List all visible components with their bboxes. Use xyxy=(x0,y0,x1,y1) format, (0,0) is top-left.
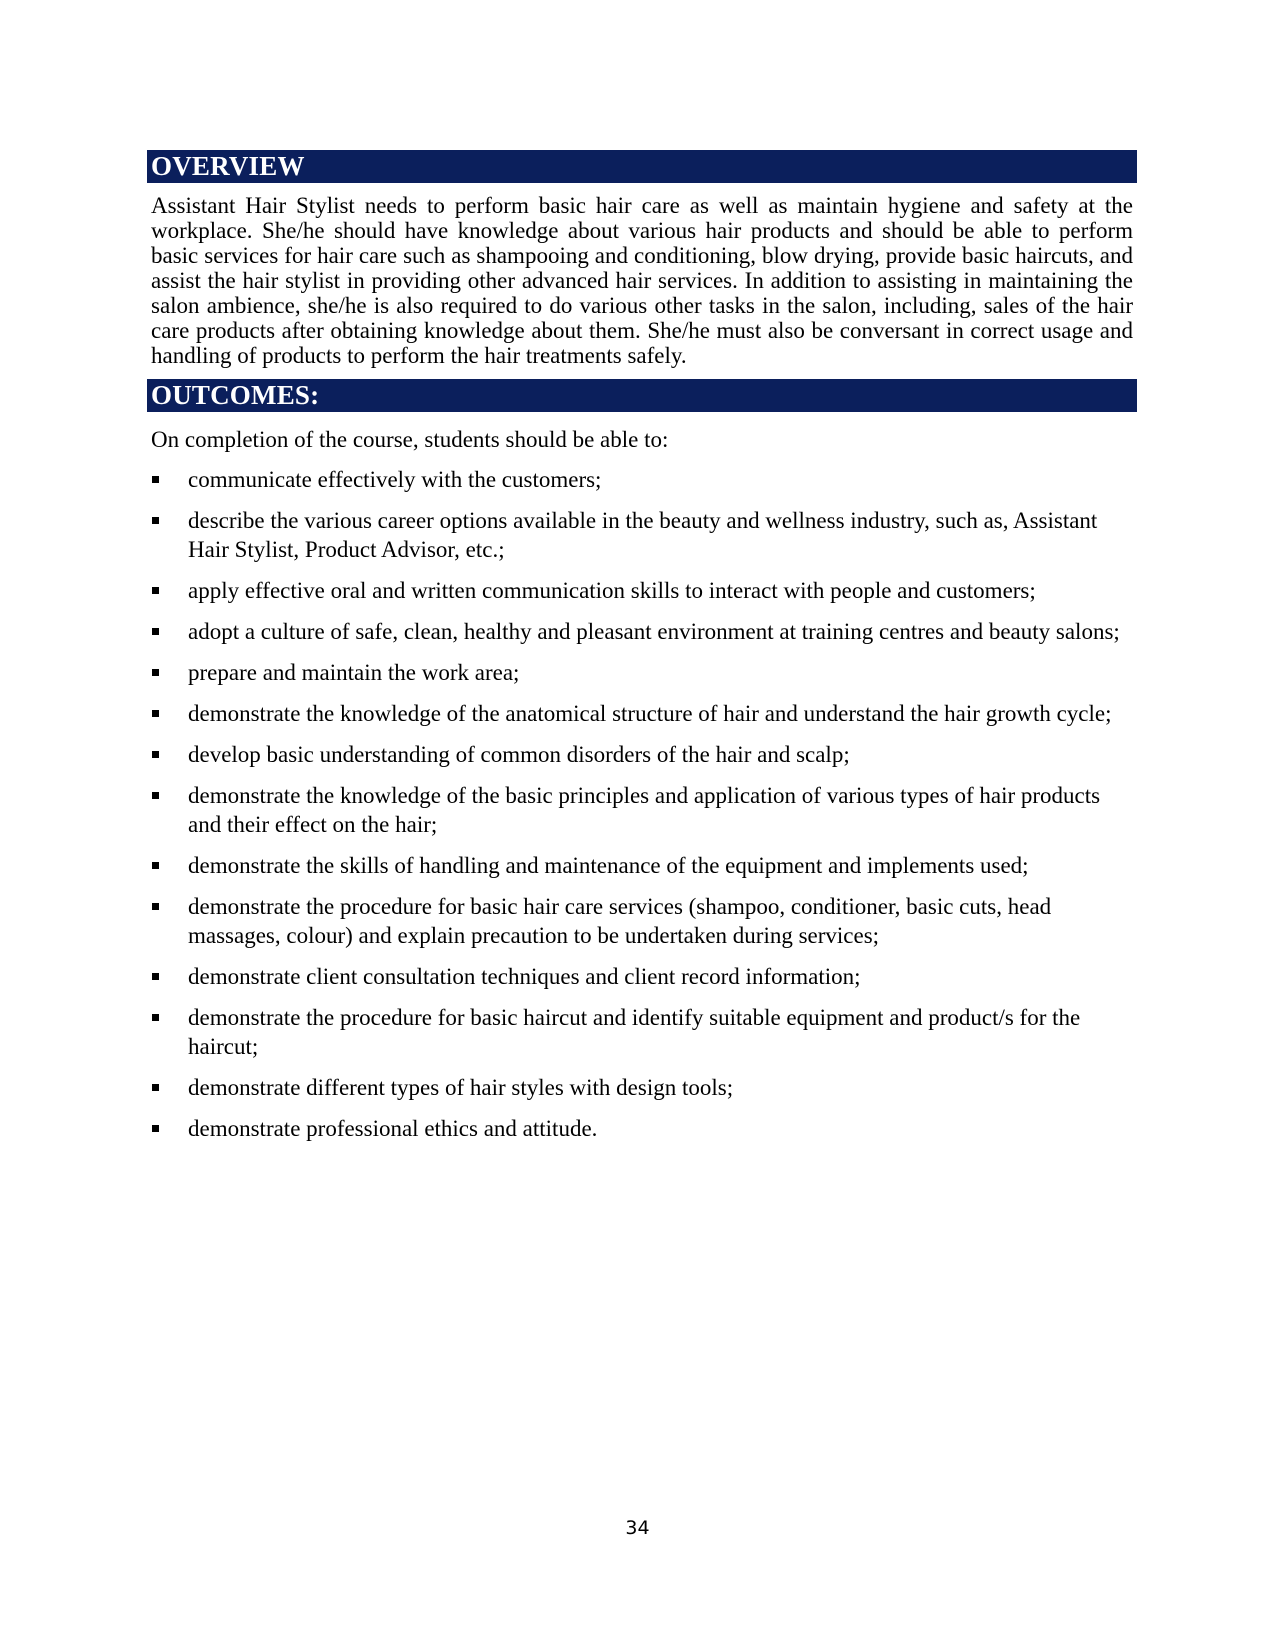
list-item-text: demonstrate client consultation techniques and client record information; xyxy=(188,964,861,989)
list-item xyxy=(147,617,1137,646)
square-bullet-icon xyxy=(152,669,159,676)
square-bullet-icon xyxy=(152,862,159,869)
square-bullet-icon xyxy=(152,587,159,594)
square-bullet-icon xyxy=(152,1125,159,1132)
list-item xyxy=(147,962,1137,991)
list-item xyxy=(147,699,1137,728)
square-bullet-icon xyxy=(152,973,159,980)
square-bullet-icon xyxy=(152,1084,159,1091)
overview-paragraph: Assistant Hair Stylist needs to perform basic hair care as well as maintain hygiene and safety at the workplace. She/he should have knowledge about various hair products and should be able to perform basic services for hair care such as shampooing and conditioning, blow drying, provide basic haircuts, and assist the hair stylist in providing other advanced hair services. In addition to assisting in maintaining the salon ambience, she/he is also required to do various other tasks in the salon, including, sales of the hair care products after obtaining knowledge about them. She/he must also be conversant in correct usage and handling of products to perform the hair treatments safely. xyxy=(151,193,1133,368)
list-item-text: describe the various career options available in the beauty and wellness industry, such as, Assistant Hair Stylist, Product Advisor, etc.; xyxy=(188,508,1098,562)
square-bullet-icon xyxy=(152,476,159,483)
list-item xyxy=(147,506,1137,564)
list-item-text: adopt a culture of safe, clean, healthy and pleasant environment at training centres and beauty salons; xyxy=(188,619,1120,644)
list-item-text: demonstrate the skills of handling and maintenance of the equipment and implements used; xyxy=(188,853,1029,878)
square-bullet-icon xyxy=(152,710,159,717)
list-item-text: communicate effectively with the customers; xyxy=(188,467,602,492)
list-item-text: demonstrate the procedure for basic haircut and identify suitable equipment and product/s for the haircut; xyxy=(188,1005,1081,1059)
square-bullet-icon xyxy=(152,517,159,524)
list-item-text: prepare and maintain the work area; xyxy=(188,660,520,685)
outcomes-list xyxy=(147,465,1137,1143)
list-item-text: demonstrate the procedure for basic hair care services (shampoo, conditioner, basic cuts, head massages, colour) and explain precaution to be undertaken during services; xyxy=(188,894,1052,948)
list-item-text: apply effective oral and written communication skills to interact with people and customers; xyxy=(188,578,1036,603)
list-item-text: develop basic understanding of common disorders of the hair and scalp; xyxy=(188,742,850,767)
page-number: 34 xyxy=(625,1517,650,1539)
page-content xyxy=(147,150,1137,1155)
overview-heading: OVERVIEW xyxy=(147,150,1137,183)
square-bullet-icon xyxy=(152,1014,159,1021)
list-item-text: demonstrate professional ethics and attitude. xyxy=(188,1116,598,1141)
square-bullet-icon xyxy=(152,751,159,758)
list-item xyxy=(147,892,1137,950)
list-item xyxy=(147,740,1137,769)
square-bullet-icon xyxy=(152,792,159,799)
outcomes-heading: OUTCOMES: xyxy=(147,379,1137,412)
square-bullet-icon xyxy=(152,628,159,635)
list-item xyxy=(147,1114,1137,1143)
list-item xyxy=(147,781,1137,839)
outcomes-intro: On completion of the course, students should be able to: xyxy=(151,427,669,452)
square-bullet-icon xyxy=(152,903,159,910)
list-item xyxy=(147,851,1137,880)
list-item-text: demonstrate the knowledge of the anatomical structure of hair and understand the hair growth cycle; xyxy=(188,701,1112,726)
list-item-text: demonstrate the knowledge of the basic principles and application of various types of hair products and their effect on the hair; xyxy=(188,783,1101,837)
list-item xyxy=(147,1073,1137,1102)
list-item xyxy=(147,1003,1137,1061)
list-item xyxy=(147,576,1137,605)
list-item xyxy=(147,465,1137,494)
list-item-text: demonstrate different types of hair styles with design tools; xyxy=(188,1075,734,1100)
list-item xyxy=(147,658,1137,687)
